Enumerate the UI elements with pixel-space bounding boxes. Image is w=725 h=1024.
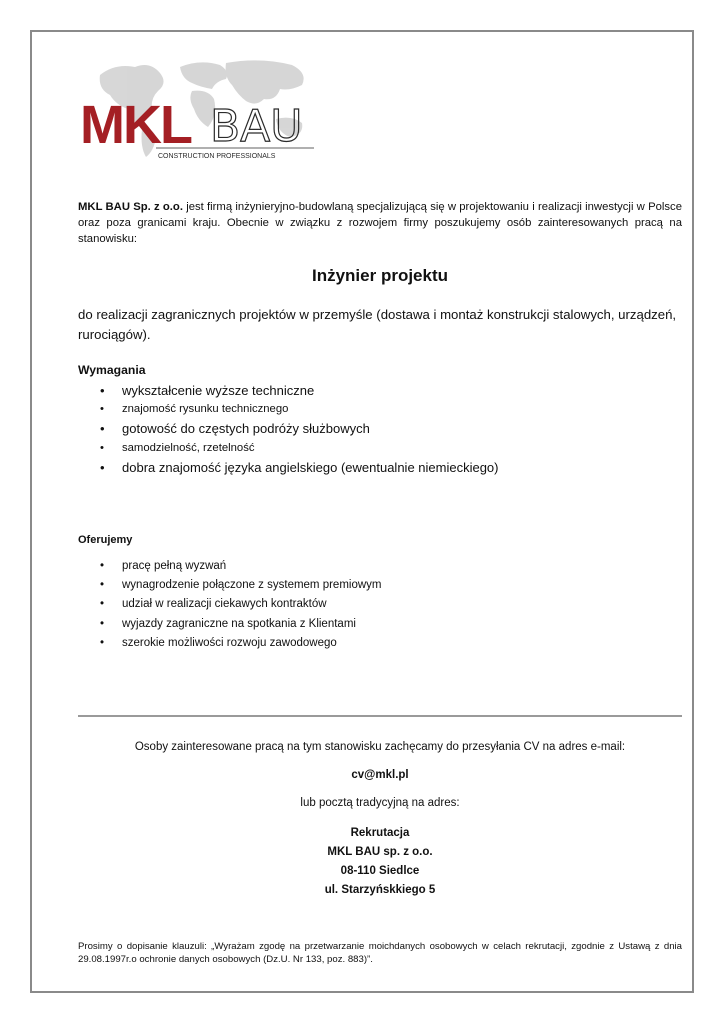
address-line: MKL BAU sp. z o.o. (327, 846, 433, 858)
list-item: • udział w realizacji ciekawych kontraktów (78, 595, 678, 614)
intro-text: jest firmą inżynieryjno-budowlaną specjalizującą się w projektowaniu i realizacji inwestycji w Polsce oraz poza granicami kraju. Obecnie w związku z rozwojem firmy poszukujemy osób zainteresowanych pracą na stanowisku: (78, 201, 682, 245)
logo-mkl-text: MKL (80, 95, 191, 155)
list-item: • wyjazdy zagraniczne na spotkania z Klientami (78, 615, 678, 634)
job-description: do realizacji zagranicznych projektów w przemyśle (dostawa i montaż konstrukcji stalowych, urządzeń, rurociągów). (78, 307, 677, 342)
contact-post-note: lub pocztą tradycyjną na adres: (300, 797, 460, 809)
list-item: • wynagrodzenie połączone z systemem premiowym (78, 576, 678, 595)
offer-heading: Oferujemy (78, 534, 133, 546)
logo-tagline: CONSTRUCTION PROFESSIONALS (158, 153, 276, 160)
intro-paragraph (78, 199, 682, 247)
company-name: MKL BAU Sp. z o.o. (78, 201, 183, 213)
offer-list (78, 557, 678, 653)
contact-email[interactable]: cv@mkl.pl (351, 769, 409, 781)
job-title: Inżynier projektu (311, 266, 449, 285)
gdpr-clause: Prosimy o dopisanie klauzuli: „Wyrażam zgodę na przetwarzanie moichdanych osobowych w celach rekrutacji, zgodnie z Ustawą z dnia 29.08.1997r.o ochronie danych osobowych (Dz.U. Nr 133, poz. 883)”. (78, 941, 682, 965)
address-line: ul. Starzyńskkiego 5 (324, 884, 436, 896)
list-item: • szerokie możliwości rozwoju zawodowego (78, 634, 678, 653)
list-item: • gotowość do częstych podróży służbowych (78, 419, 678, 438)
list-item: • samodzielność, rzetelność (78, 439, 678, 458)
address-line: Rekrutacja (350, 827, 410, 839)
requirements-heading: Wymagania (78, 363, 146, 377)
section-divider (78, 715, 682, 717)
list-item: • znajomość rysunku technicznego (78, 400, 678, 419)
address-line: 08-110 Siedlce (340, 865, 420, 877)
company-logo (80, 55, 320, 165)
list-item: • wykształcenie wyższe techniczne (78, 381, 678, 400)
contact-invite: Osoby zainteresowane pracą na tym stanowisku zachęcamy do przesyłania CV na adres e-mail: (134, 741, 626, 753)
logo-bau-text: BAU (210, 101, 303, 152)
list-item: • pracę pełną wyzwań (78, 557, 678, 576)
requirements-list (78, 381, 678, 477)
list-item: • dobra znajomość języka angielskiego (ewentualnie niemieckiego) (78, 458, 678, 477)
postal-address (78, 824, 682, 900)
